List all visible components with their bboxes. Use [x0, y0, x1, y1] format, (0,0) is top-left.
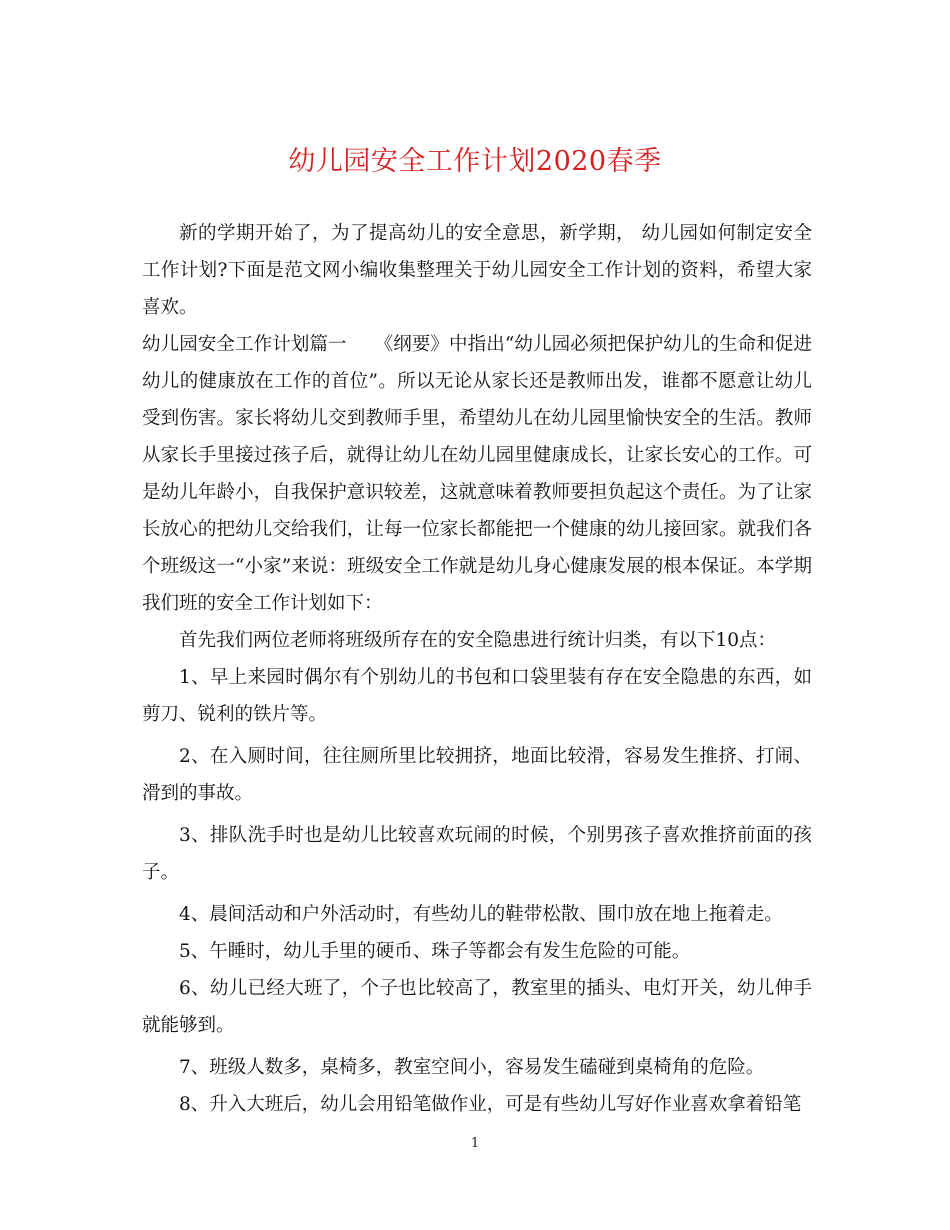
document-body — [142, 215, 812, 1123]
list-item: 8、升入大班后，幼儿会用铅笔做作业，可是有些幼儿写好作业喜欢拿着铅笔 — [179, 1094, 802, 1115]
list-item: 3、排队洗手时也是幼儿比较喜欢玩闹的时候，个别男孩子喜欢推挤前面的孩子。 — [142, 825, 812, 883]
list-item: 2、在入厕时间，往往厕所里比较拥挤，地面比较滑，容易发生推挤、打闹、滑到的事故。 — [142, 746, 812, 804]
intro-paragraph: 新的学期开始了，为了提高幼儿的安全意思，新学期， 幼儿园如何制定安全工作计划?下面是范文网小编收集整理关于幼儿园安全工作计划的资料，希望大家喜欢。 — [142, 223, 812, 318]
list-item: 4、晨间活动和户外活动时，有些幼儿的鞋带松散、围巾放在地上拖着走。 — [179, 904, 783, 925]
list-item: 6、幼儿已经大班了，个子也比较高了，教室里的插头、电灯开关，幼儿伸手就能够到。 — [142, 978, 812, 1036]
list-item: 5、午睡时，幼儿手里的硬币、珠子等都会有发生危险的可能。 — [179, 941, 691, 962]
plan-one-paragraph: 幼儿园安全工作计划篇一 《纲要》中指出“幼儿园必须把保护幼儿的生命和促进幼儿的健康放在工作的首位”。所以无论从家长还是教师出发，谁都不愿意让幼儿受到伤害。家长将幼儿交到教师手里，希望幼儿在幼儿园里愉快安全的生活。教师从家长手里接过孩子后，就得让幼儿在幼儿园里健康成长，让家长安心的工作。可是幼儿年龄小，自我保护意识较差，这就意味着教师要担负起这个责任。为了让家长放心的把幼儿交给我们，让每一位家长都能把一个健康的幼儿接回家。就我们各个班级这一“小家”来说：班级安全工作就是幼儿身心健康发展的根本保证。本学期我们班的安全工作计划如下： — [142, 334, 812, 614]
list-item: 1、早上来园时偶尔有个别幼儿的书包和口袋里装有存在安全隐患的东西，如剪刀、锐利的铁片等。 — [142, 667, 812, 725]
document-title: 幼儿园安全工作计划2020春季 — [288, 146, 662, 177]
list-item: 7、班级人数多，桌椅多，教室空间小，容易发生磕碰到桌椅角的危险。 — [179, 1057, 765, 1078]
page-number: 1 — [470, 1136, 480, 1151]
summary-paragraph: 首先我们两位老师将班级所存在的安全隐患进行统计归类，有以下10点： — [179, 630, 777, 651]
